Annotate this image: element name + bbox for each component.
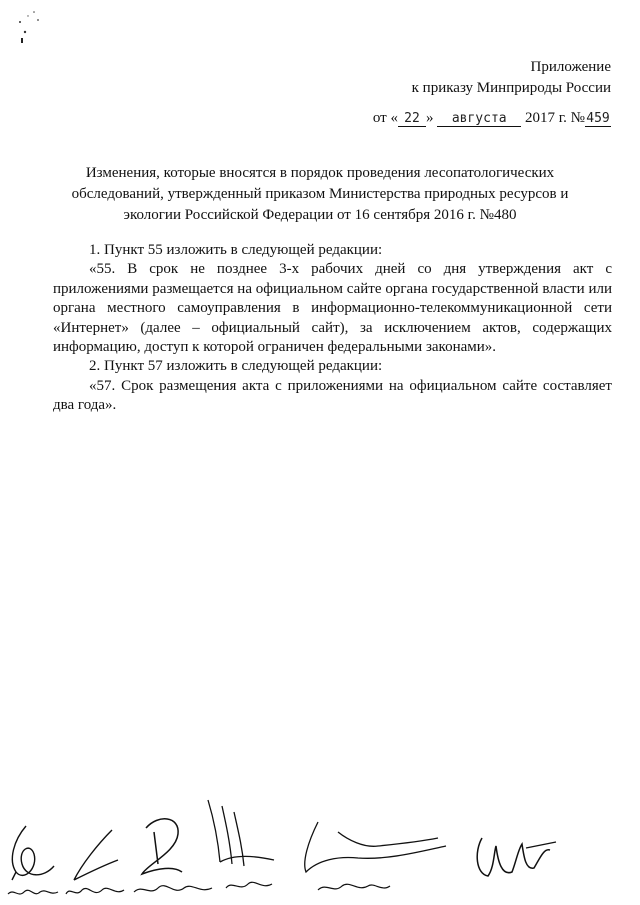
paragraph-4: «57. Срок размещения акта с приложениями на официальном сайте составляет два года». [53,377,612,414]
open-quote: « [390,110,398,126]
signature-block [0,790,640,900]
annex-title: Приложение [530,59,611,75]
order-number: 459 [586,111,610,126]
signature-4 [200,790,290,898]
order-prefix: от [372,110,387,126]
paragraph-1: 1. Пункт 55 изложить в следующей редакции: [89,242,383,258]
paragraph-3: 2. Пункт 57 изложить в следующей редакции: [89,358,383,375]
order-day: 22 [398,111,426,127]
document-body [53,241,612,416]
order-date-line [373,108,611,128]
signature-1 [4,820,64,900]
order-year: 2017 г. № [524,110,585,126]
signature-2 [62,820,132,900]
close-quote: » [425,110,434,126]
paragraph-2: «55. В срок не позднее 3-х рабочих дней со дня утверждения акт с приложениями размещается на официальном сайте органа государственной власти или органа местного самоуправления в информационно-телекоммуникационной сети «Интернет» (далее – официальный сайт), за исключением актов, содержащих информацию, доступ к которой ограничен федеральными законами». [53,261,612,356]
signature-6 [470,828,560,888]
order-month: августа [437,111,521,127]
annex-order-ref: к приказу Минприроды России [411,80,611,96]
annex-header [412,57,611,99]
scan-specks [10,8,50,58]
document-title: Изменения, которые вносятся в порядок проведения лесопатологических обследований, утвержденный приказом Министерства природных ресурсов и экологии Российской Федерации от 16 сентября 2016 г. №480 [71,165,569,223]
signature-5 [278,812,458,898]
